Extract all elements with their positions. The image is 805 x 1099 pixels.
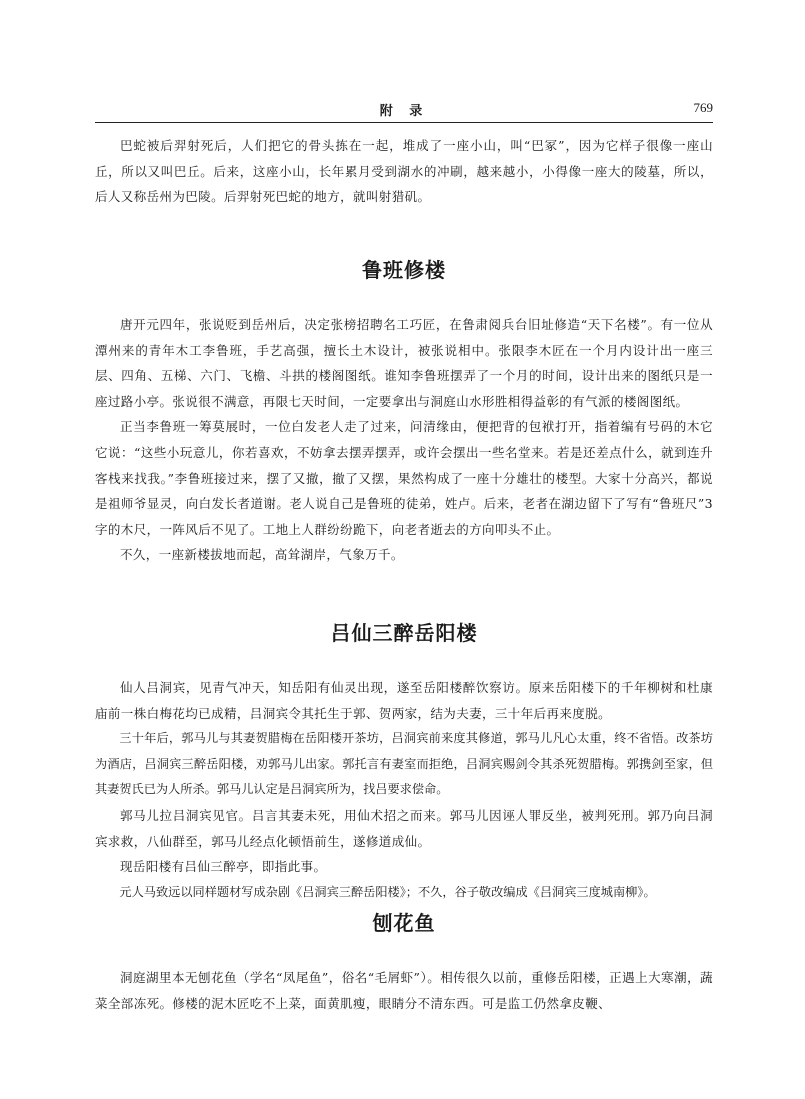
section-paragraph: 不久，一座新楼拔地而起，高耸湖岸，气象万千。 <box>120 547 404 563</box>
section-paragraph: 元人马致远以同样题材写成杂剧《吕洞宾三醉岳阳楼》；不久，谷子敬改编成《吕洞宾三度城南柳》。 <box>119 884 656 899</box>
intro-paragraph: 巴蛇被后羿射死后，人们把它的骨头拣在一起，堆成了一座小山，叫“巴冢”，因为它样子很像一座山丘，所以又叫巴丘。后来，这座小山，长年累月受到湖水的冲刷，越来越小，小得像一座大的陵墓，所以，后人又称岳州为巴陵。后羿射死巴蛇的地方，就叫射猎矶。 <box>95 138 713 205</box>
section-paragraph: 现岳阳楼有吕仙三醉亭，即指此事。 <box>120 859 327 875</box>
section-paragraph: 郭马儿拉吕洞宾见官。吕言其妻未死，用仙术招之而来。郭马儿因诬人罪反坐，被判死刑。郭乃向吕洞宾求救，八仙群至，郭马儿经点化顿悟前生，遂修道成仙。 <box>95 807 713 849</box>
section-lvxian <box>95 618 713 905</box>
page-header <box>95 92 713 123</box>
section-paohuayu <box>95 908 713 1016</box>
section-title: 鲁班修楼 <box>362 258 446 282</box>
section-luban <box>95 255 713 568</box>
intro-section <box>95 133 713 210</box>
section-paragraph: 正当李鲁班一筹莫展时，一位白发老人走了过来，问清缘由，便把背的包袱打开，指着编有号码的木它它说：“这些小玩意儿，你若喜欢，不妨拿去摆弄摆弄，或许会摆出一些名堂来。若是还差点什么，就到连升客栈来找我。”李鲁班接过来，摆了又撤，撤了又摆，果然构成了一座十分雄壮的楼型。大家十分高兴，都说是祖师爷显灵，向白发长者道谢。老人说自己是鲁班的徒弟，姓卢。后来，老者在湖边留下了写有“鲁班尺”3字的木尺，一阵风后不见了。工地上人群纷纷跪下，向老者逝去的方向叩头不止。 <box>95 419 713 537</box>
section-title: 刨花鱼 <box>372 911 436 935</box>
page-number: 769 <box>693 100 713 115</box>
section-paragraph: 三十年后，郭马儿与其妻贺腊梅在岳阳楼开茶坊，吕洞宾前来度其修道，郭马儿凡心太重，终不省悟。改茶坊为酒店，吕洞宾三醉岳阳楼，劝郭马儿出家。郭托言有妻室而拒绝，吕洞宾赐剑令其杀死贺腊梅。郭携剑至家，但其妻贺氏已为人所杀。郭马儿认定是吕洞宾所为，找吕要求偿命。 <box>95 731 713 797</box>
running-header-title: 附 录 <box>379 104 429 119</box>
section-paragraph: 仙人吕洞宾，见青气冲天，知岳阳有仙灵出现，遂至岳阳楼醉饮察访。原来岳阳楼下的千年柳树和杜康庙前一株白梅花均已成精，吕洞宾令其托生于郭、贺两家，结为夫妻，三十年后再来度脱。 <box>95 680 713 721</box>
section-title: 吕仙三醉岳阳楼 <box>330 621 478 645</box>
section-paragraph: 唐开元四年，张说贬到岳州后，决定张榜招聘名工巧匠，在鲁肃阅兵台旧址修造“天下名楼”。有一位从潭州来的青年木工李鲁班，手艺高强，擅长土木设计，被张说相中。张限李木匠在一个月内设计出一座三层、四角、五梯、六门、飞檐、斗拱的楼阁图纸。谁知李鲁班摆弄了一个月的时间，设计出来的图纸只是一座过路小亭。张说很不满意，再限七天时间，一定要拿出与洞庭山水形胜相得益彰的有气派的楼阁图纸。 <box>95 317 713 409</box>
section-paragraph: 洞庭湖里本无刨花鱼（学名“凤尾鱼”，俗名“毛屑虾”）。相传很久以前，重修岳阳楼，正遇上大寒潮，蔬菜全部冻死。修楼的泥木匠吃不上菜，面黄肌瘦，眼睛分不清东西。可是监工仍然拿皮鞭、 <box>95 970 713 1011</box>
